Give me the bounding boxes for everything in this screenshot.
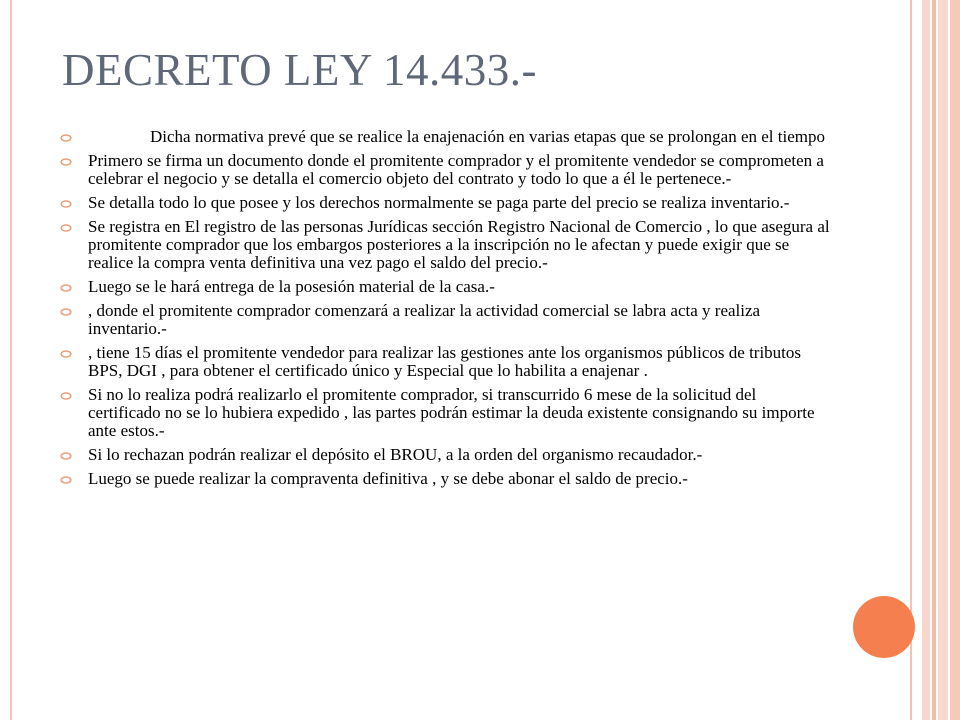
bullet-item xyxy=(60,386,830,440)
bullet-item xyxy=(60,128,830,146)
bullet-text: Luego se puede realizar la compraventa definitiva , y se debe abonar el saldo de precio.- xyxy=(88,469,688,488)
bullet-text: , tiene 15 días el promitente vendedor para realizar las gestiones ante los organismos públicos de tributos BPS, DGI , para obtener el certificado único y Especial que lo habilita a enajenar . xyxy=(88,343,802,380)
bullet-text: Dicha normativa prevé que se realice la enajenación en varias etapas que se prolongan en el tiempo xyxy=(150,127,825,146)
bullet-text: Primero se firma un documento donde el promitente comprador y el promitente vendedor se comprometen a celebrar el negocio y se detalla el comercio objeto del contrato y todo lo que a él le pertenece.- xyxy=(88,151,824,188)
bullet-text: Si no lo realiza podrá realizarlo el promitente comprador, si transcurrido 6 mese de la solicitud del certificado no se lo hubiera expedido , las partes podrán estimar la deuda existente consignando su importe ante estos.- xyxy=(88,385,815,440)
bullet-text: Si lo rechazan podrán realizar el depósito el BROU, a la orden del organismo recaudador.- xyxy=(88,445,703,464)
decorative-stripe xyxy=(950,0,960,720)
decorative-stripe xyxy=(922,0,930,720)
decorative-stripe xyxy=(938,0,948,720)
bullet-item xyxy=(60,152,830,188)
circle-bullet-icon xyxy=(60,200,72,208)
bullet-text: Se registra en El registro de las personas Jurídicas sección Registro Nacional de Comercio , lo que asegura al promitente comprador que los embargos posteriores a la inscripción no le afectan y puede exigir que se realice la compra venta definitiva una vez pago el saldo del precio.- xyxy=(88,217,830,272)
slide-title: DECRETO LEY 14.433.- xyxy=(62,45,537,95)
circle-bullet-icon xyxy=(60,392,72,400)
bullet-item xyxy=(60,344,830,380)
circle-bullet-icon xyxy=(60,308,72,316)
circle-bullet-icon xyxy=(60,350,72,358)
decorative-orange-circle xyxy=(853,596,915,658)
circle-bullet-icon xyxy=(60,134,72,142)
bullet-list xyxy=(60,128,830,494)
circle-bullet-icon xyxy=(60,224,72,232)
bullet-text: Luego se le hará entrega de la posesión material de la casa.- xyxy=(88,277,495,296)
circle-bullet-icon xyxy=(60,158,72,166)
circle-bullet-icon xyxy=(60,476,72,484)
bullet-item xyxy=(60,302,830,338)
bullet-item xyxy=(60,446,830,464)
circle-bullet-icon xyxy=(60,284,72,292)
bullet-item xyxy=(60,194,830,212)
bullet-item xyxy=(60,218,830,272)
circle-bullet-icon xyxy=(60,452,72,460)
decorative-stripe xyxy=(932,0,936,720)
bullet-text: , donde el promitente comprador comenzará a realizar la actividad comercial se labra acta y realiza inventario.- xyxy=(88,301,761,338)
bullet-item xyxy=(60,278,830,296)
bullet-item xyxy=(60,470,830,488)
bullet-text: Se detalla todo lo que posee y los derechos normalmente se paga parte del precio se realiza inventario.- xyxy=(88,193,790,212)
